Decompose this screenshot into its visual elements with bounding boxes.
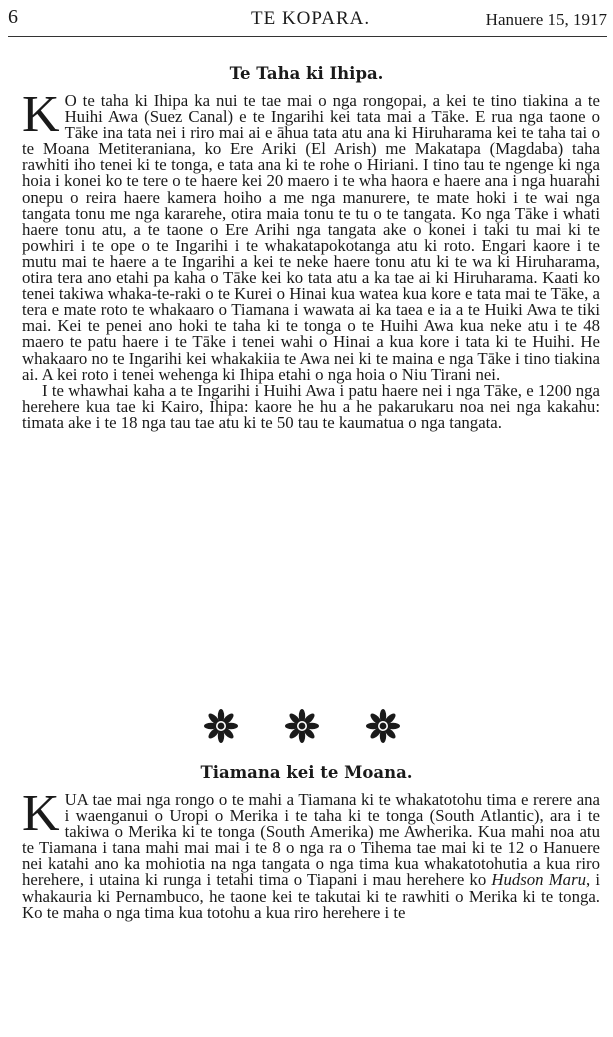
article-egypt-paragraph-1: [22, 86, 600, 384]
paragraph-text: UA tae mai nga rongo o te mahi a Tiamana ki te whakatotohu tima e rerere ana i waenganui o Uropi o Merika i te taha ki te tonga (South Atlantic), ara i te takiwa o Merika ki te tonga (South Amerika) me Awherika. Kua mahi noa atu te Tiamana i tana mahi mai mai i te 8 o nga ra o Tihema tae mai ki te 12 o Hanuere nei katahi ano ka mohiotia na nga tangata o nga tima kua whakatotohutia a kua riro herehere, i utaina ki runga i tetahi tima o Tiapani i mau herehere ko: [22, 790, 600, 890]
flower-icon: [203, 708, 239, 744]
page-number: 6: [8, 6, 18, 28]
drop-cap: K: [22, 785, 60, 842]
ship-name: Hudson Maru: [491, 870, 586, 890]
section-heading-germany: Tiamana kei te Moana.: [200, 763, 413, 782]
flower-icon: [365, 708, 401, 744]
issue-date: Hanuere 15, 1917: [485, 10, 607, 29]
paragraph-text: O te taha ki Ihipa ka nui te tae mai o nga rongopai, a kei te tino tiakina a te Huihi Awa (Suez Canal) e te Ingarihi kei tata mai a Tāke. E rua nga taone o Tāke ina tata nei i riro mai ai e āhua tata atu ana ki Hiruharama kei te taha tai o te Moana Metiteraniana, ko Ere Ariki (El Arish) me Makatapa (Magdaba) taha rawhiti iho tenei ki te tonga, e tata ana ki te rohe o Hiriani. I tino tau te ngenge ki nga hoia i konei ko te tere o te haere kei 20 maero i te wha haora e haere ana i nga huarahi onepu o reira haere kamera hoiho a me nga manurere, te mate hoki i te wai nga tangata tonu me nga kararehe, otira maia tonu te tu o te tangata. Ko nga Tāke i whati haere tonu atu, a te taone o Ere Arihi nga tangata ake o konei i taki tu mai ki te powhiri i te ope o te Ingarihi i te whakatapokotanga atu ki roto. Engari kaore i te mutu mai te haere a te Ingarihi a kei te neke haere tonu atu ki te wa ki Hiruharama, otira tera ano etahi pa kaha o Tāke kei ko tata atu a ka tae ai ki Hiruharama. Kaati ko tenei takiwa whaka-te-raki o te Kurei o Hinai kua watea kua kore e tata mai te Tāke, a tera e mate roto te whakaaro o Tiamana i wawata ai ka taea e ia a te Huiki Awa te tiki mai. Kei te penei ano hoki te taha ki te tonga o te Huihi Awa kua neke atu i te 48 maero te patu haere i te Tāke i tenei wahi o Hinai a kua kore i tata ki te Huihi. He whakaaro no te Ingarihi kei whakakiia te Awa nei ki te maina e nga Tāke i tino tiakina ai. A kei roto i tenei wehenga ki Ihipa etahi o nga hoia o Niu Tirani nei.: [22, 91, 600, 384]
article-egypt: [22, 86, 600, 432]
header-rule: [8, 36, 607, 37]
flower-icon: [284, 708, 320, 744]
paragraph-text: , i whakauria ki Pernambuco, he taone kei te takutai ki te rawhiti o Merika ki te tonga. Ko te maha o nga tima kua totohu a kua riro herehere i te: [22, 870, 600, 922]
section-heading-egypt: Te Taha ki Ihipa.: [229, 64, 384, 83]
ornament-divider: [0, 708, 613, 746]
publication-title: TE KOPARA.: [251, 8, 371, 29]
article-germany-paragraph-1: [22, 785, 600, 922]
page-header: [8, 6, 607, 40]
article-egypt-paragraph-2: I te whawhai kaha a te Ingarihi i Huihi Awa i patu haere nei i nga Tāke, e 1200 nga herehere kua tae ki Kairo, Ihipa: kaore he hu a he pakarukaru noa nei nga kakahu: timata ake i te 18 nga tau tae atu ki te 50 tau te kaumatua o nga tangata.: [22, 380, 600, 432]
article-germany: [22, 785, 600, 922]
drop-cap: K: [22, 86, 60, 143]
